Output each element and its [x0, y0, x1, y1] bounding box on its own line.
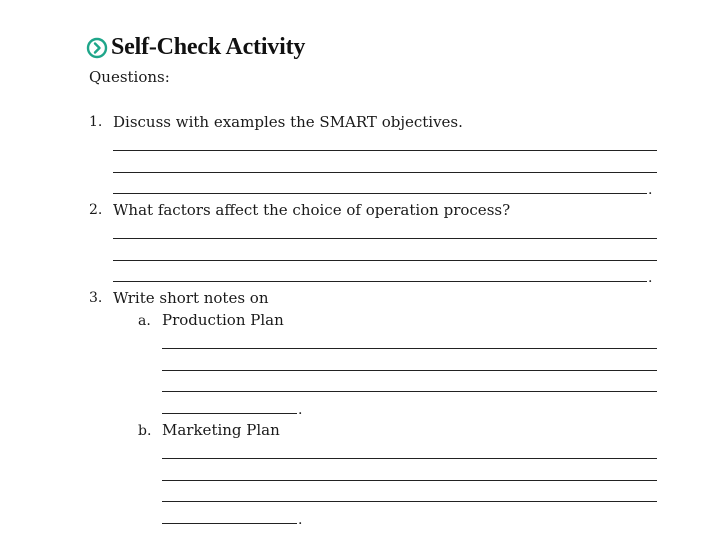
question-text: What factors affect the choice of operation process? [113, 201, 511, 219]
answer-line [162, 501, 657, 502]
answer-line [113, 193, 647, 194]
answer-line [162, 413, 297, 414]
answer-line [113, 281, 647, 282]
answer-line [162, 391, 657, 392]
sub-question-text: Marketing Plan [162, 421, 280, 439]
question-text: Discuss with examples the SMART objectives. [113, 113, 463, 131]
sub-question-text: Production Plan [162, 311, 284, 329]
section-heading [86, 34, 305, 61]
end-period: . [298, 402, 303, 418]
sub-question-letter: a. [138, 313, 151, 329]
answer-line [162, 523, 297, 524]
answer-line [162, 458, 657, 459]
answer-line [162, 348, 657, 349]
question-number: 2. [89, 202, 103, 218]
answer-line [162, 480, 657, 481]
question-number: 1. [89, 114, 103, 130]
page-title: Self-Check Activity [111, 34, 306, 60]
question-number: 3. [89, 290, 103, 306]
answer-line [113, 260, 657, 261]
end-period: . [648, 270, 653, 286]
chevron-right-circle-icon [86, 37, 108, 59]
answer-line [162, 370, 657, 371]
answer-line [113, 150, 657, 151]
question-text: Write short notes on [113, 289, 269, 307]
end-period: . [648, 182, 653, 198]
sub-question-letter: b. [138, 423, 152, 439]
questions-label: Questions: [89, 68, 170, 86]
end-period: . [298, 512, 303, 528]
answer-line [113, 172, 657, 173]
answer-line [113, 238, 657, 239]
